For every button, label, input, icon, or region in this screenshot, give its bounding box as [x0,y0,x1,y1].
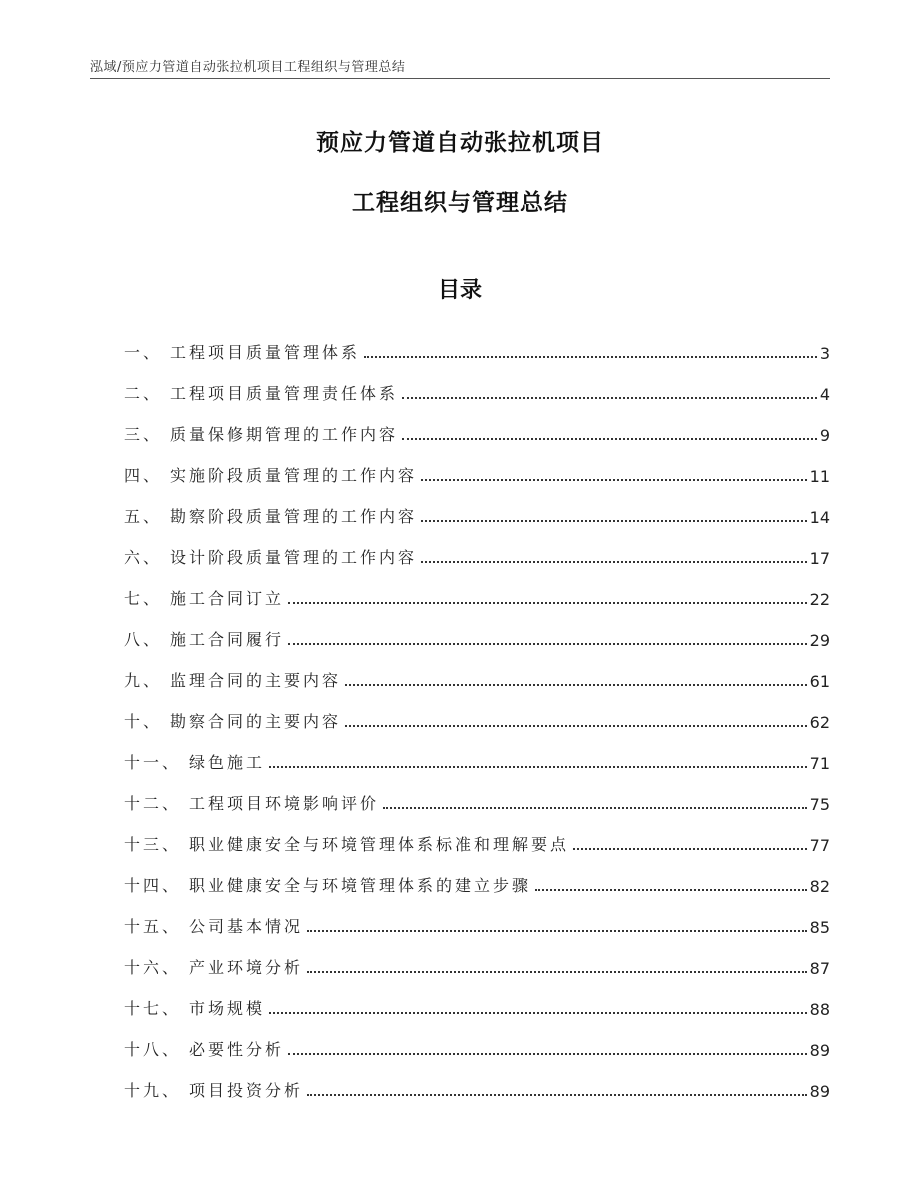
toc-entry-number: 九、 [124,671,163,690]
toc-entry-number: 十、 [124,712,163,731]
toc-entry-label: 实施阶段质量管理的工作内容 [170,466,418,485]
toc-leader-dots [402,397,817,399]
table-of-contents [124,322,830,1101]
toc-entry[interactable] [124,896,830,937]
toc-entry[interactable] [124,732,830,773]
toc-entry[interactable] [124,404,830,445]
toc-entry[interactable] [124,322,830,363]
toc-entry-label: 公司基本情况 [189,917,304,936]
toc-leader-dots [288,602,807,604]
toc-entry-page: 3 [819,344,830,363]
toc-leader-dots [421,479,807,481]
toc-entry-label: 职业健康安全与环境管理体系标准和理解要点 [189,835,570,854]
toc-entry-page: 89 [809,1041,830,1060]
toc-leader-dots [345,684,807,686]
toc-entry-page: 11 [809,467,830,486]
toc-leader-dots [364,356,817,358]
toc-entry-number: 一、 [124,343,163,362]
toc-entry-page: 77 [809,836,830,855]
toc-entry-number: 十九、 [124,1081,182,1100]
toc-entry-number: 七、 [124,589,163,608]
toc-entry-number: 十八、 [124,1040,182,1059]
toc-entry-number: 八、 [124,630,163,649]
toc-entry-number: 三、 [124,425,163,444]
toc-entry-label: 职业健康安全与环境管理体系的建立步骤 [189,876,532,895]
toc-leader-dots [288,1053,807,1055]
toc-entry-label: 项目投资分析 [189,1081,304,1100]
toc-entry-number: 十五、 [124,917,182,936]
toc-entry-number: 十三、 [124,835,182,854]
toc-entry[interactable] [124,609,830,650]
toc-leader-dots [535,889,807,891]
toc-entry-label: 必要性分析 [189,1040,285,1059]
toc-entry[interactable] [124,1019,830,1060]
toc-entry-page: 71 [809,754,830,773]
toc-leader-dots [288,643,807,645]
toc-entry-label: 质量保修期管理的工作内容 [170,425,399,444]
toc-entry-label: 工程项目质量管理责任体系 [170,384,399,403]
toc-entry-page: 62 [809,713,830,732]
toc-entry-page: 9 [819,426,830,445]
running-header: 泓域/预应力管道自动张拉机项目工程组织与管理总结 [90,60,406,75]
toc-entry-label: 市场规模 [189,999,266,1018]
toc-entry-number: 四、 [124,466,163,485]
toc-entry[interactable] [124,568,830,609]
document-title-line-2: 工程组织与管理总结 [352,190,568,216]
toc-entry-label: 绿色施工 [189,753,266,772]
toc-entry-page: 4 [819,385,830,404]
toc-entry-page: 87 [809,959,830,978]
toc-leader-dots [307,971,807,973]
toc-leader-dots [269,766,807,768]
toc-entry-number: 十四、 [124,876,182,895]
toc-leader-dots [421,561,807,563]
toc-entry[interactable] [124,363,830,404]
toc-leader-dots [383,807,807,809]
toc-entry-number: 六、 [124,548,163,567]
toc-leader-dots [402,438,817,440]
toc-entry-page: 89 [809,1082,830,1101]
toc-entry-page: 85 [809,918,830,937]
toc-entry[interactable] [124,1060,830,1101]
toc-leader-dots [345,725,807,727]
toc-leader-dots [307,930,807,932]
toc-entry[interactable] [124,445,830,486]
toc-entry[interactable] [124,978,830,1019]
toc-entry-page: 14 [809,508,830,527]
toc-entry-number: 十六、 [124,958,182,977]
toc-entry-page: 82 [809,877,830,896]
toc-entry[interactable] [124,691,830,732]
toc-entry-label: 产业环境分析 [189,958,304,977]
toc-entry-label: 工程项目质量管理体系 [170,343,361,362]
toc-entry[interactable] [124,773,830,814]
document-title-line-1: 预应力管道自动张拉机项目 [316,130,604,156]
toc-entry-label: 勘察阶段质量管理的工作内容 [170,507,418,526]
toc-entry-page: 88 [809,1000,830,1019]
toc-entry-page: 61 [809,672,830,691]
toc-leader-dots [307,1094,807,1096]
toc-entry[interactable] [124,855,830,896]
toc-entry[interactable] [124,814,830,855]
toc-entry-label: 工程项目环境影响评价 [189,794,380,813]
toc-leader-dots [269,1012,807,1014]
header-divider [90,78,830,79]
toc-entry[interactable] [124,937,830,978]
toc-entry-label: 设计阶段质量管理的工作内容 [170,548,418,567]
toc-entry[interactable] [124,650,830,691]
toc-leader-dots [573,848,807,850]
toc-entry-label: 施工合同履行 [170,630,285,649]
toc-entry-number: 十七、 [124,999,182,1018]
toc-entry-label: 勘察合同的主要内容 [170,712,342,731]
toc-entry-number: 十二、 [124,794,182,813]
toc-entry-label: 监理合同的主要内容 [170,671,342,690]
toc-entry-page: 17 [809,549,830,568]
toc-entry[interactable] [124,527,830,568]
toc-heading: 目录 [437,278,482,303]
toc-entry-number: 十一、 [124,753,182,772]
toc-entry-page: 22 [809,590,830,609]
toc-entry-number: 二、 [124,384,163,403]
toc-entry[interactable] [124,486,830,527]
toc-leader-dots [421,520,807,522]
toc-entry-label: 施工合同订立 [170,589,285,608]
toc-entry-page: 29 [809,631,830,650]
toc-entry-number: 五、 [124,507,163,526]
toc-entry-page: 75 [809,795,830,814]
